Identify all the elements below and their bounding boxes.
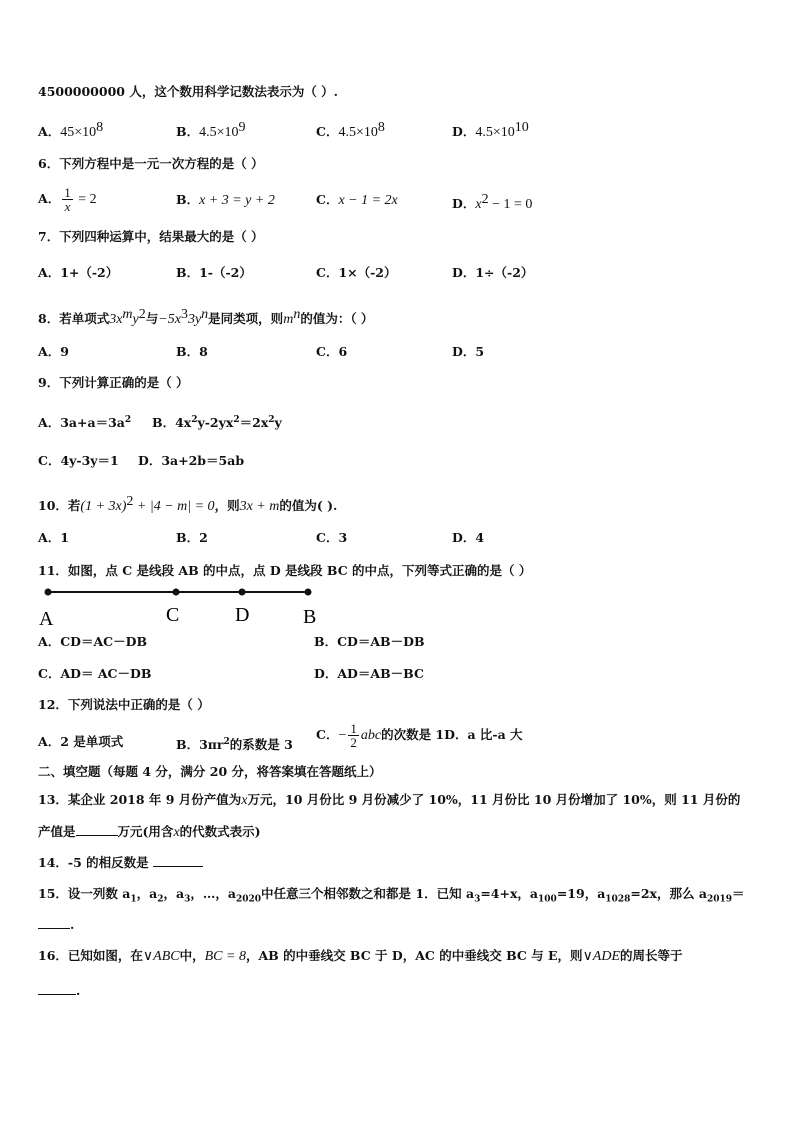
q15-line2: .	[38, 916, 74, 933]
point-a-label: A	[39, 608, 54, 627]
q6-option-b[interactable]: B．x + 3 = y + 2	[176, 192, 275, 208]
q5-stem: 4500000000 人，这个数用科学记数法表示为（ ）.	[38, 84, 339, 99]
point-c-label: C	[166, 604, 180, 626]
q5-option-d[interactable]: D．$4.5\times 10^{10}$	[452, 120, 529, 141]
q6-stem: 6．下列方程中是一元一次方程的是（ ）	[38, 156, 264, 171]
segment-figure	[38, 585, 338, 627]
q10-option-d[interactable]: D．4	[452, 530, 485, 545]
point-d-label: D	[235, 604, 250, 626]
q16-line1: 16．已知如图，在∨ABC中，BC = 8，AB 的中垂线交 BC 于 D，AC 的中垂线交 BC 与 E，则∨ADE的周长等于	[38, 948, 683, 964]
fraction: $\frac{1}{2}$	[350, 721, 357, 750]
q5-option-c[interactable]: C．$4.5\times 10^8$	[316, 120, 385, 141]
q11-stem: 11．如图，点 C 是线段 AB 的中点，点 D 是线段 BC 的中点，下列等式正确的是（ ）	[38, 563, 532, 578]
q12-option-b[interactable]: B．$3\pi r^2$的系数是 3	[176, 737, 293, 753]
answer-blank[interactable]	[153, 854, 203, 867]
answer-blank[interactable]	[38, 916, 70, 929]
q15-line1: 15．设一列数 $a_1$，$a_2$，$a_3$，…，$a_{2020}$中任意三个相邻数之和都是 1．已知 $a_3=4+x$，$a_{100}=19$，$a_{1028}=2x$，那么 $a_{2019}=$	[38, 886, 745, 905]
q6-option-d[interactable]: D．$x^2 - 1 = 0$	[452, 192, 533, 213]
q11-option-a[interactable]: A．CD＝AC－DB	[38, 634, 148, 649]
q5-option-a[interactable]: A．$45\times 10^8$	[38, 120, 104, 141]
q12-option-a[interactable]: A．2 是单项式	[38, 734, 124, 749]
point-a-dot	[45, 589, 52, 596]
q8-option-d[interactable]: D．5	[452, 344, 485, 359]
q10-option-b[interactable]: B．2	[176, 530, 208, 545]
q7-option-a[interactable]: A．1+（-2）	[38, 265, 119, 280]
q6-option-c[interactable]: C．x − 1 = 2x	[316, 192, 398, 208]
q7-option-d[interactable]: D．1÷（-2）	[452, 265, 534, 280]
q10-stem: 10．若$(1 + 3x)^2 + |4 - m| = 0$，则3x + m的值为( ).	[38, 494, 338, 515]
fraction: $\frac{1}{x}$	[64, 185, 71, 214]
q7-stem: 7．下列四种运算中，结果最大的是（ ）	[38, 229, 264, 244]
q8-option-a[interactable]: A．9	[38, 344, 69, 359]
q5-option-b[interactable]: B．$4.5\times 10^9$	[176, 120, 246, 141]
q14-stem: 14．-5 的相反数是	[38, 854, 203, 871]
q13-line1: 13．某企业 2018 年 9 月份产值为x万元，10 月份比 9 月份减少了 10%，11 月份比 10 月份增加了 10%，则 11 月份的	[38, 792, 741, 808]
point-b-dot	[305, 589, 312, 596]
q10-option-c[interactable]: C．3	[316, 530, 348, 545]
q11-option-b[interactable]: B．CD＝AB－DB	[314, 634, 425, 649]
q9-option-a[interactable]: A．$3a+a=3a^2$	[38, 415, 132, 431]
q8-option-b[interactable]: B．8	[176, 344, 208, 359]
q12-option-c[interactable]: C．− $\frac{1}{2}$ abc的次数是 1D．a 比-a 大	[316, 721, 523, 750]
answer-blank[interactable]	[38, 982, 76, 995]
q7-option-c[interactable]: C．1×（-2）	[316, 265, 397, 280]
q9-option-b[interactable]: B．$4x^2y-2yx^2=2x^2y$	[152, 415, 282, 431]
q7-option-b[interactable]: B．1-（-2）	[176, 265, 252, 280]
q13-line2: 产值是 万元(用含x的代数式表示)	[38, 824, 261, 840]
section-heading: 二、填空题（每题 4 分，满分 20 分，将答案填在答题纸上）	[38, 764, 382, 779]
q11-option-d[interactable]: D．AD＝AB－BC	[314, 666, 424, 681]
answer-blank[interactable]	[76, 823, 118, 836]
q16-line2: .	[38, 982, 80, 999]
q9-option-c[interactable]: C．4y-3y＝1	[38, 453, 119, 468]
q9-option-d[interactable]: D．3a+2b＝5ab	[138, 453, 245, 468]
q10-option-a[interactable]: A．1	[38, 530, 69, 545]
q8-option-c[interactable]: C．6	[316, 344, 348, 359]
q11-option-c[interactable]: C．AD＝ AC－DB	[38, 666, 152, 681]
point-c-dot	[173, 589, 180, 596]
point-b-label: B	[303, 606, 317, 627]
q12-stem: 12．下列说法中正确的是（ ）	[38, 697, 210, 712]
q6-option-a[interactable]: A． $\frac{1}{x}$ = 2	[38, 185, 97, 214]
q8-stem: 8．若单项式$3x^my^2$与$-5x^33y^n$是同类项，则$m^n$的值为：（ ）	[38, 307, 374, 328]
point-d-dot	[239, 589, 246, 596]
q9-stem: 9．下列计算正确的是（ ）	[38, 375, 189, 390]
